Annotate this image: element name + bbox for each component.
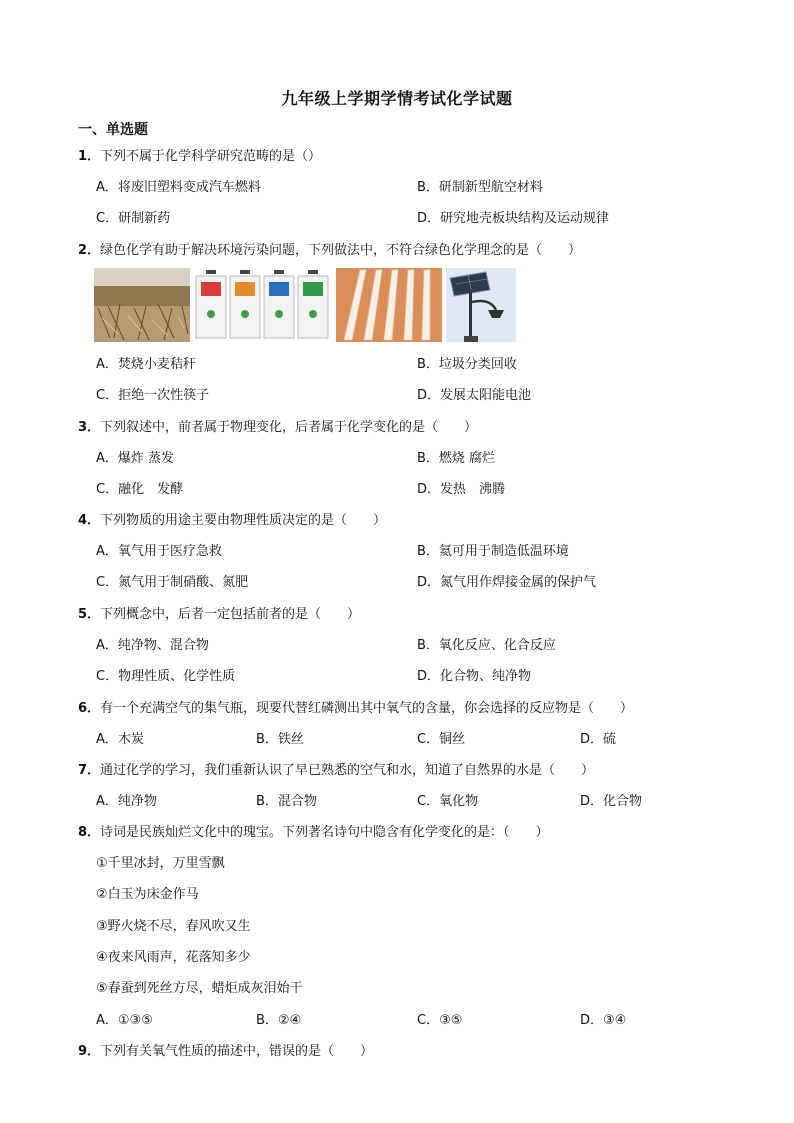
question-8 <box>78 821 549 840</box>
question-4 <box>78 509 386 528</box>
question-text: 绿色化学有助于解决环境污染问题，下列做法中，不符合绿色化学理念的是（ ） <box>100 243 582 258</box>
option-a[interactable]: A．爆炸 蒸发 <box>96 451 175 466</box>
question-number: 3． <box>78 420 101 435</box>
question-text: 诗词是民族灿烂文化中的瑰宝。下列著名诗句中隐含有化学变化的是：（ ） <box>100 825 549 840</box>
option-b[interactable]: B．研制新型航空材料 <box>417 180 543 195</box>
option-c[interactable]: C．氧化物 <box>417 794 479 809</box>
option-d[interactable]: D．化合物 <box>580 794 643 809</box>
option-c[interactable]: C．③⑤ <box>417 1013 463 1028</box>
burning-straw-image <box>94 268 190 342</box>
option-d[interactable]: D．发展太阳能电池 <box>417 388 532 403</box>
question-5 <box>78 603 360 622</box>
section-heading: 一、单选题 <box>78 122 148 138</box>
question-number: 1． <box>78 149 101 164</box>
poem-line-1: ①千里冰封，万里雪飘 <box>96 856 225 871</box>
question-number: 7． <box>78 763 101 778</box>
poem-line-5: ⑤春蚕到死丝方尽，蜡炬成灰泪始干 <box>96 981 303 996</box>
question-number: 8． <box>78 825 101 840</box>
option-a[interactable]: A．氧气用于医疗急救 <box>96 544 222 559</box>
chopsticks-image <box>336 268 442 342</box>
option-d[interactable]: D．研究地壳板块结构及运动规律 <box>417 211 610 226</box>
question-text: 有一个充满空气的集气瓶，现要代替红磷测出其中氧气的含量，你会选择的反应物是（ ） <box>100 701 634 716</box>
option-b[interactable]: B．垃圾分类回收 <box>417 357 517 372</box>
page-title: 九年级上学期学情考试化学试题 <box>281 89 513 108</box>
question-text: 通过化学的学习，我们重新认识了早已熟悉的空气和水，知道了自然界的水是（ ） <box>100 763 595 778</box>
recycling-bins-image <box>192 268 332 342</box>
question-number: 6． <box>78 701 101 716</box>
option-d[interactable]: D．化合物、纯净物 <box>417 669 532 684</box>
poem-line-2: ②白玉为床金作马 <box>96 887 199 902</box>
option-c[interactable]: C．物理性质、化学性质 <box>96 669 236 684</box>
question-6 <box>78 697 633 716</box>
option-b[interactable]: B．氧化反应、化合反应 <box>417 638 556 653</box>
option-a[interactable]: A．将废旧塑料变成汽车燃料 <box>96 180 261 195</box>
option-b[interactable]: B．铁丝 <box>256 732 304 747</box>
question-number: 5． <box>78 607 101 622</box>
question-text: 下列叙述中，前者属于物理变化，后者属于化学变化的是（ ） <box>100 420 478 435</box>
option-b[interactable]: B．②④ <box>256 1013 302 1028</box>
option-b[interactable]: B．混合物 <box>256 794 317 809</box>
option-d[interactable]: D．③④ <box>580 1013 627 1028</box>
question-text: 下列不属于化学科学研究范畴的是（） <box>100 149 322 164</box>
question-number: 4． <box>78 513 101 528</box>
question-text: 下列概念中，后者一定包括前者的是（ ） <box>100 607 361 622</box>
poem-line-3: ③野火烧不尽，春风吹又生 <box>96 919 251 934</box>
option-b[interactable]: B．燃烧 腐烂 <box>417 451 496 466</box>
poem-line-4: ④夜来风雨声，花落知多少 <box>96 950 251 965</box>
option-a[interactable]: A．纯净物、混合物 <box>96 638 209 653</box>
option-a[interactable]: A．木炭 <box>96 732 144 747</box>
question-number: 2． <box>78 243 101 258</box>
option-d[interactable]: D．硫 <box>580 732 617 747</box>
option-c[interactable]: C．氮气用于制硝酸、氮肥 <box>96 575 249 590</box>
option-c[interactable]: C．融化 发酵 <box>96 482 184 497</box>
question-text: 下列物质的用途主要由物理性质决定的是（ ） <box>100 513 387 528</box>
question-7 <box>78 759 594 778</box>
question-3 <box>78 416 477 435</box>
question-text: 下列有关氧气性质的描述中，错误的是（ ） <box>100 1044 374 1059</box>
option-d[interactable]: D．氮气用作焊接金属的保护气 <box>417 575 597 590</box>
option-a[interactable]: A．①③⑤ <box>96 1013 153 1028</box>
option-c[interactable]: C．拒绝一次性筷子 <box>96 388 210 403</box>
question-9 <box>78 1040 373 1059</box>
question-1 <box>78 145 321 164</box>
question-number: 9． <box>78 1044 101 1059</box>
option-a[interactable]: A．焚烧小麦秸秆 <box>96 357 196 372</box>
option-c[interactable]: C．铜丝 <box>417 732 466 747</box>
option-a[interactable]: A．纯净物 <box>96 794 157 809</box>
option-c[interactable]: C．研制新药 <box>96 211 171 226</box>
solar-street-lamp-image <box>446 268 516 342</box>
question-2 <box>78 239 581 258</box>
option-b[interactable]: B．氦可用于制造低温环境 <box>417 544 569 559</box>
option-d[interactable]: D．发热 沸腾 <box>417 482 506 497</box>
